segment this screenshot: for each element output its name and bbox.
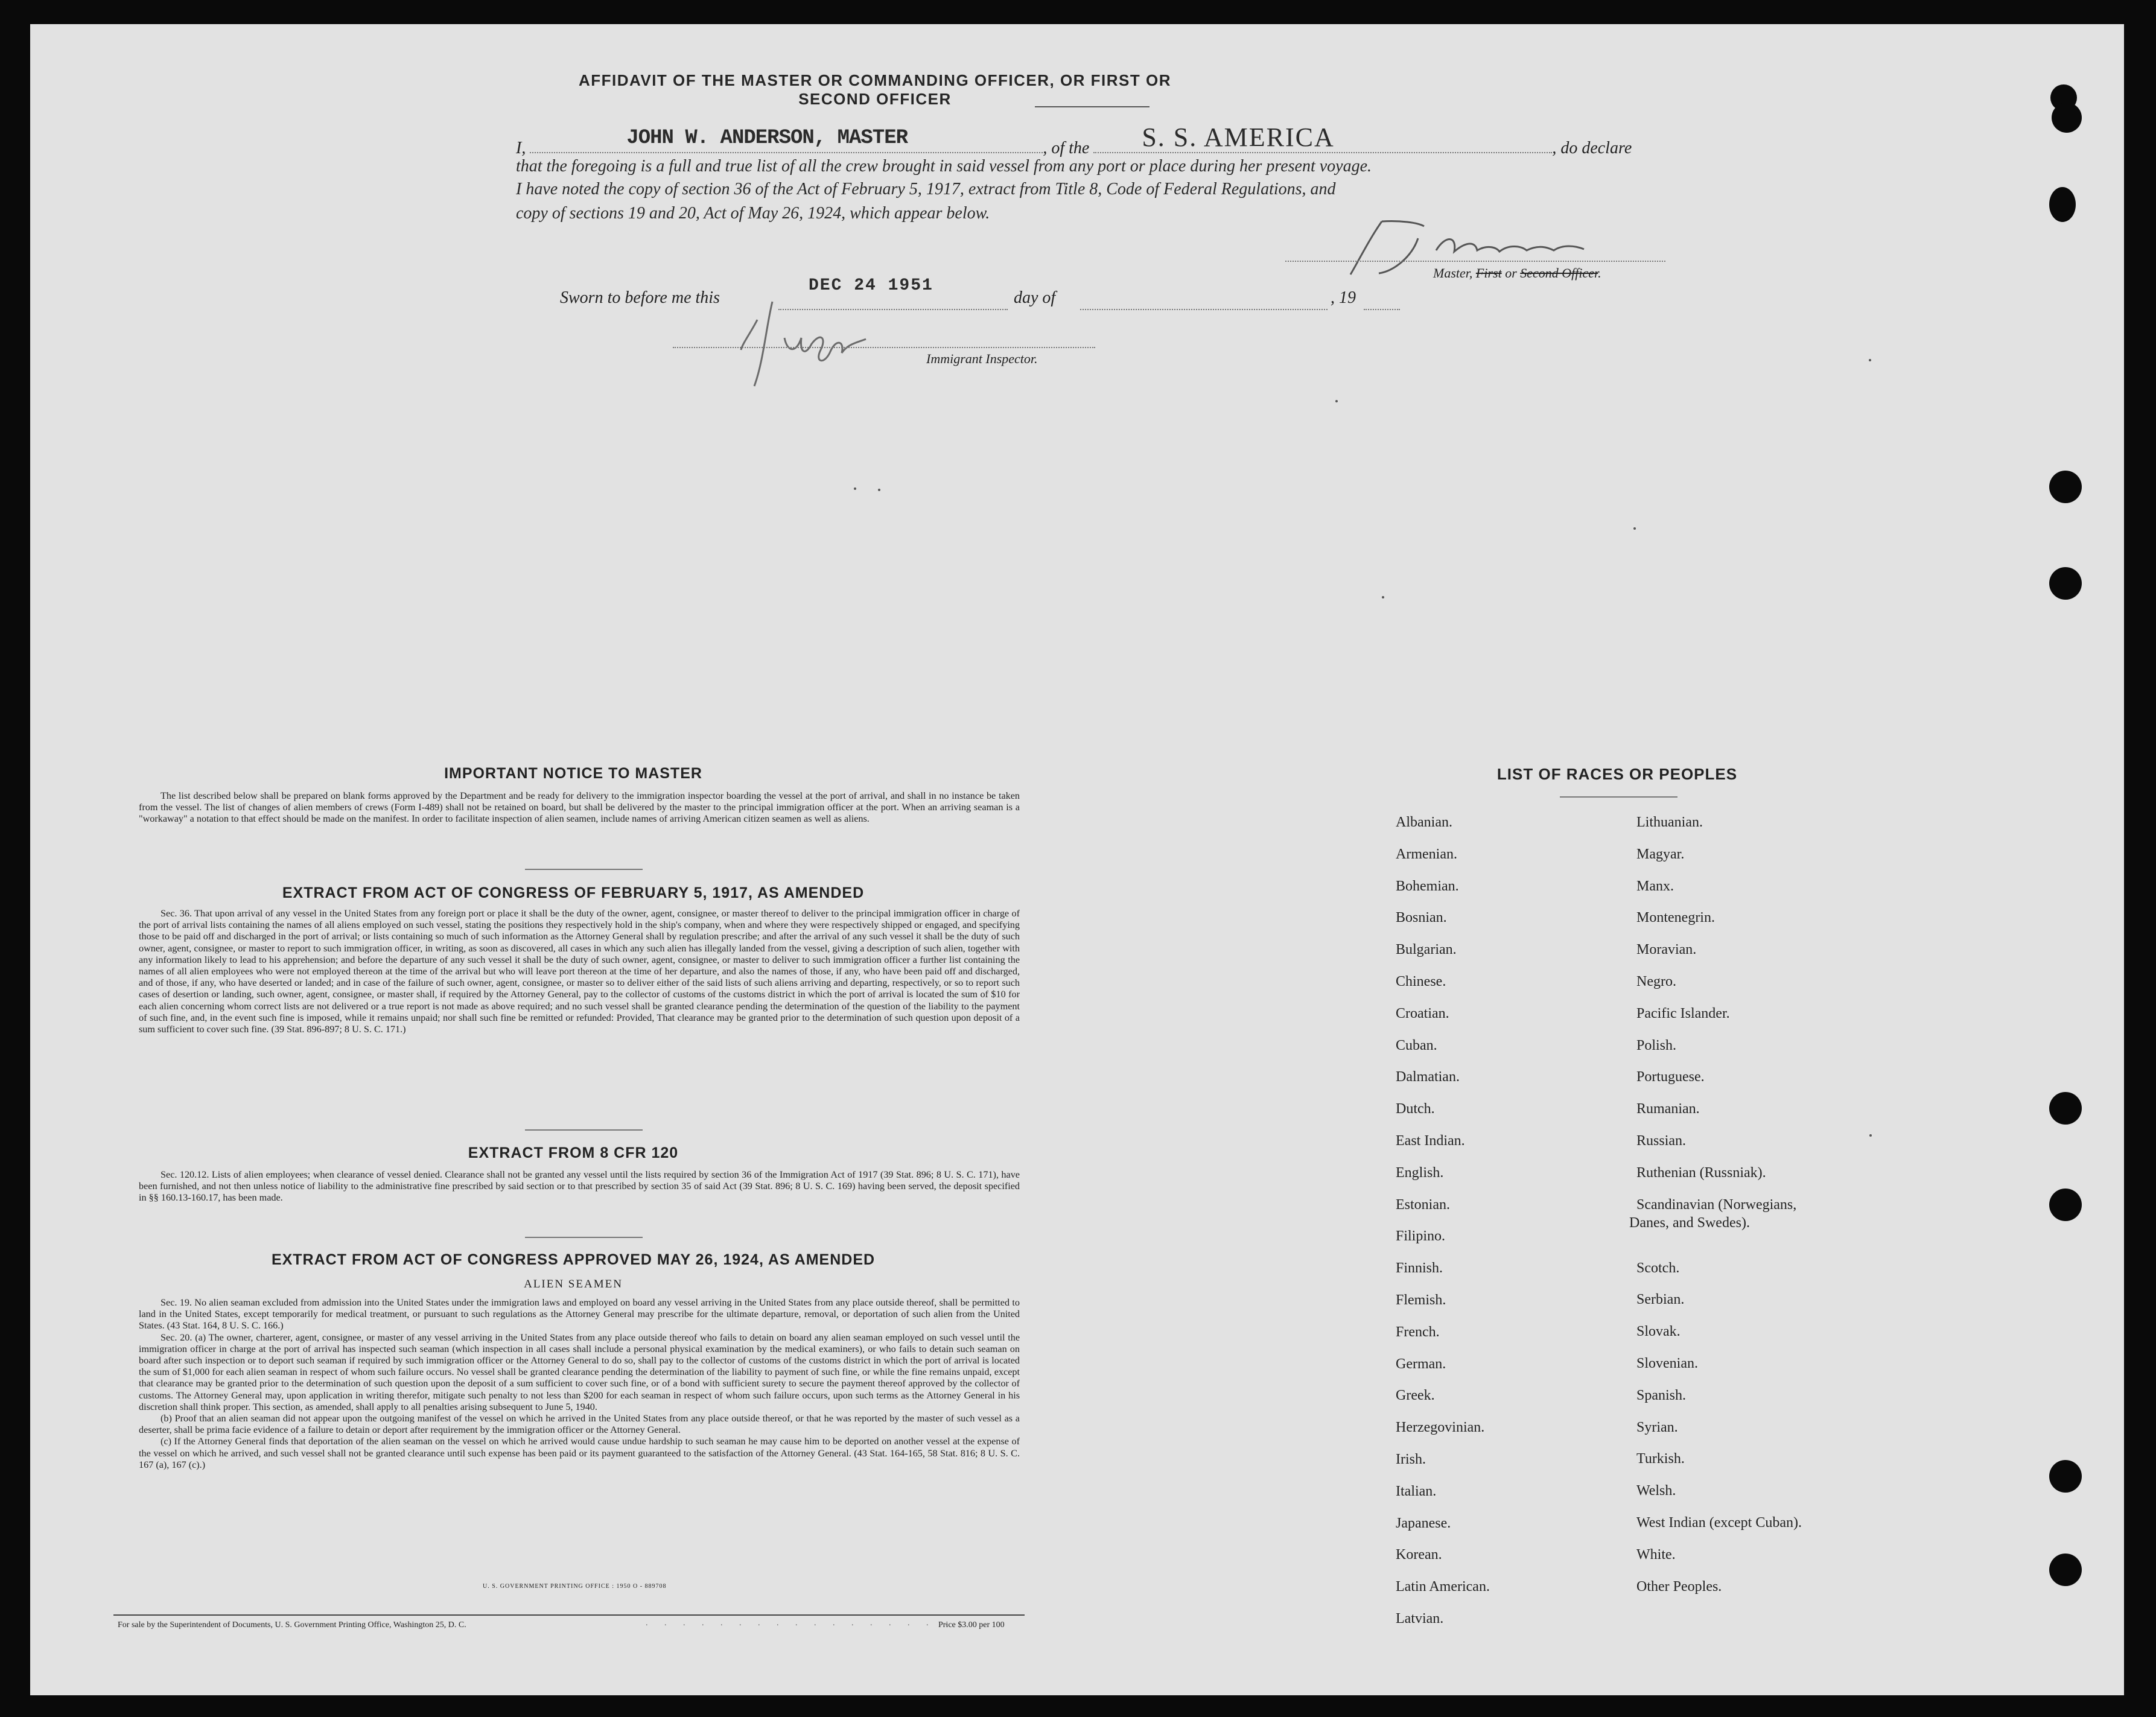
race-item: Cuban.	[1396, 1037, 1437, 1053]
race-item: Bohemian.	[1396, 878, 1459, 894]
race-item: Ruthenian (Russniak).	[1636, 1164, 1766, 1181]
race-item: Croatian.	[1396, 1005, 1449, 1021]
race-item: Other Peoples.	[1636, 1578, 1722, 1595]
inspector-signature	[730, 296, 911, 392]
sworn-label: Sworn to before me this	[560, 288, 720, 307]
year-prefix: , 19	[1331, 288, 1356, 307]
vessel-field	[1093, 122, 1552, 153]
alien-seamen-subheading: ALIEN SEAMEN	[524, 1278, 623, 1290]
speck	[1335, 400, 1338, 402]
extract-1917-body	[139, 908, 1020, 1035]
punch-hole	[2049, 187, 2076, 222]
leader-dots: . . . . . . . . . . . . . . . . .	[646, 1619, 955, 1628]
title-rule	[1035, 106, 1150, 107]
race-item: Scotch.	[1636, 1260, 1680, 1276]
punch-hole	[2049, 1092, 2082, 1125]
punch-hole	[2052, 103, 2082, 133]
date-stamp: DEC 24 1951	[809, 276, 933, 295]
race-item: Slovak.	[1636, 1324, 1681, 1340]
speck	[854, 487, 856, 490]
punch-hole	[2049, 567, 2082, 600]
race-item: Slovenian.	[1636, 1356, 1698, 1371]
race-item: Dalmatian.	[1396, 1069, 1460, 1085]
race-item: Syrian.	[1636, 1419, 1678, 1435]
sec120-text: Sec. 120.12. Lists of alien employees; when clearance of vessel denied. Clearance shall not be granted any vessel until the lists required by section 36 of the Immigration Act of 1917 (39 Stat. 896; 8 U. S. C. 171), have been furnished, and not then unless notice of liability to the administrative fine prescribed by said section or to that prescribed by section 35 of said Act (39 Stat. 896; 8 U. S. C. 169) having been served, the deposit specified in §§ 160.13-160.17, has been made.	[139, 1169, 1020, 1204]
declaration-prefix: I,	[516, 139, 526, 157]
speck	[1869, 359, 1871, 361]
master-signature-text	[1436, 223, 1578, 252]
race-item: Bulgarian.	[1396, 942, 1457, 958]
notice-text: The list described below shall be prepared on blank forms approved by the Department and be ready for delivery to the immigration inspector boarding the vessel at the port of arrival, and shall in no instance be taken from the vessel. The list of changes of alien members of crews (Form I-489) shall not be retained on board, but shall be delivered by the master to the principal immigration officer at the port. When an arriving seaman is a "workaway" a notation to that effect should be made on the manifest. In order to facilitate inspection of alien seamen, include names of arriving American citizen seamen as well as aliens.	[139, 790, 1020, 825]
sec20c-text: (c) If the Attorney General finds that deportation of the alien seaman on the vessel on which he arrived would cause undue hardship to such seaman he may cause him to be deported on another vessel at the expense of the vessel on which he arrived, and such vessel shall not be granted clearance until such expense has been paid or its payment guaranteed to the satisfaction of the Attorney General. (43 Stat. 164-165, 58 Stat. 816; 8 U. S. C. 167 (a), 167 (c).)	[139, 1436, 1020, 1470]
caption-or: or	[1501, 265, 1521, 281]
race-item: Italian.	[1396, 1483, 1437, 1499]
signature-caption	[1433, 265, 1601, 281]
footer-rule	[113, 1614, 1025, 1616]
sec36-text: Sec. 36. That upon arrival of any vessel in the United States from any foreign port or place it shall be the duty of the owner, agent, consignee, or master thereof to deliver to the principal immigration officer in charge of the port of arrival lists containing the names of all aliens employed on such vessel, stating the positions they respectively hold in the ship's company, when and where they were respectively shipped or engaged, and specifying those to be paid off and discharged in the port of arrival; or lists containing so much of such information as the Attorney General shall by regulation prescribe; and after the arrival of any such vessel it shall be the duty of such owner, agent, consignee, or master to report to such immigration officer, in writing, as soon as discovered, all cases in which any such alien has illegally landed from the vessel, giving a description of such alien, together with any information likely to lead to his apprehension; and before the departure of any such vessel it shall be the duty of such owner, agent, consignee, or master to deliver to such immigration officer a further list containing the names of all alien employees who were not employed thereon at the time of the arrival but who will leave port thereon at the time of her departure, and also the names of those, if any, who have been paid off and discharged, and of those, if any, who have deserted or landed; and in case of the failure of such owner, agent, consignee, or master so to deliver either of the said lists of such aliens arriving and departing, respectively, or so to report such cases of desertion or landing, such owner, agent, consignee, or master shall, if required by the Attorney General, pay to the collector of customs of the customs district in which the port of arrival is located the sum of $10 for each alien concerning whom correct lists are not delivered or a true report is not made as above required; and no such vessel shall be granted clearance pending the determination of the question of the liability to the payment of such fine, and, in the event such fine is imposed, while it remains unpaid; nor shall such fine be remitted or refunded: Provided, That clearance may be granted prior to the determination of such question upon deposit of a sum sufficient to cover such fine. (39 Stat. 896-897; 8 U. S. C. 171.)	[139, 908, 1020, 1035]
race-item: Herzegovinian.	[1396, 1420, 1485, 1436]
notice-heading: IMPORTANT NOTICE TO MASTER	[444, 765, 702, 782]
sworn-year-field	[1364, 288, 1400, 310]
race-item: Chinese.	[1396, 974, 1446, 989]
race-item: West Indian (except Cuban).	[1636, 1515, 1802, 1531]
inspector-line	[673, 347, 1095, 348]
sec20a-text: Sec. 20. (a) The owner, charterer, agent, consignee, or master of any vessel arriving in the United States from any place outside thereof who fails to detain on board any alien seaman employed on such vessel until the immigration officer in charge at the port of arrival has inspected such seaman (which inspection in all cases shall include a personal physical examination by the medical examiners), or who fails to detain such seaman on board after such inspection or to deport such seaman if required by such immigration officer or the Attorney General to do so, shall pay to the collector of customs of the customs district in which the port of arrival is located the sum of $1,000 for each alien seaman in respect of whom such failure occurs. No vessel shall be granted clearance pending the determination of the liability to payment of such fine, or while the fine remains unpaid, except that clearance may be granted prior to the determination of such question upon the deposit of a sum sufficient to cover such fine, or of a bond with sufficient surety to secure the payment thereof approved by the collector of customs. The Attorney General may, upon application in writing therefor, mitigate such penalty to not less than $200 for each seaman in respect of whom such failure occurs, upon such terms as the Attorney General in his discretion shall think proper. This section, as amended, shall apply to all penalties arising subsequent to June 5, 1940.	[139, 1331, 1020, 1412]
caption-first-struck: First	[1475, 265, 1502, 281]
race-item: Scandinavian (Norwegians,	[1636, 1196, 1797, 1213]
punch-hole	[2049, 1460, 2082, 1493]
affidavit-title: AFFIDAVIT OF THE MASTER OR COMMANDING OFFICER, OR FIRST OR SECOND OFFICER	[578, 71, 1172, 108]
race-item: Irish.	[1396, 1452, 1426, 1467]
inspector-signature-text	[754, 314, 796, 328]
declaration-line-2: that the foregoing is a full and true list of all the crew brought in said vessel from any port or place during her present voyage.	[516, 157, 1372, 176]
declaration-line-3: I have noted the copy of section 36 of the Act of February 5, 1917, extract from Title 8, Code of Federal Regulations, and	[516, 180, 1336, 198]
race-item: Korean.	[1396, 1547, 1442, 1563]
race-item: Filipino.	[1396, 1228, 1446, 1245]
punch-hole	[2049, 1189, 2082, 1221]
race-item: Latvian.	[1396, 1611, 1444, 1627]
sale-notice: For sale by the Superintendent of Documents, U. S. Government Printing Office, Washington 25, D. C.	[118, 1620, 466, 1630]
race-item: German.	[1396, 1356, 1446, 1372]
divider	[525, 1129, 643, 1131]
race-item: Estonian.	[1396, 1196, 1450, 1213]
notice-body	[139, 790, 1020, 825]
master-name-field	[530, 127, 1043, 153]
race-item: Lithuanian.	[1636, 814, 1703, 830]
signature-line	[1285, 261, 1665, 262]
caption-second-struck: Second Officer	[1520, 265, 1598, 281]
extract-1924-body	[139, 1297, 1020, 1471]
declaration-line-1	[516, 122, 1723, 158]
declaration-line-4: copy of sections 19 and 20, Act of May 26, 1924, which appear below.	[516, 204, 990, 223]
price-notice: Price $3.00 per 100	[938, 1620, 1005, 1630]
vessel-value: S. S. AMERICA	[1142, 122, 1335, 152]
race-item: Polish.	[1636, 1037, 1677, 1053]
race-item: Latin American.	[1396, 1579, 1490, 1595]
sworn-month-field	[1080, 288, 1328, 310]
race-item: Pacific Islander.	[1636, 1005, 1730, 1021]
sec20b-text: (b) Proof that an alien seaman did not appear upon the outgoing manifest of the vessel on which he arrived in the United States from any place outside thereof, or that he was reported by the master of such vessel as a deserter, shall be prima facie evidence of a failure to detain or deport after requirement by the immigration officer or the Attorney General.	[139, 1413, 1020, 1436]
race-item: Montenegrin.	[1636, 910, 1715, 926]
race-item: English.	[1396, 1164, 1444, 1181]
speck	[1633, 527, 1636, 530]
race-item: Flemish.	[1396, 1292, 1446, 1308]
race-item: Russian.	[1636, 1133, 1687, 1149]
extract-cfr-body	[139, 1169, 1020, 1204]
race-item: Negro.	[1636, 974, 1676, 989]
gpo-imprint: U. S. GOVERNMENT PRINTING OFFICE : 1950 O - 889708	[483, 1583, 667, 1590]
inspector-caption: Immigrant Inspector.	[926, 351, 1038, 366]
race-item: Armenian.	[1396, 846, 1457, 862]
speck	[878, 489, 880, 491]
race-item: Moravian.	[1636, 942, 1697, 958]
divider	[525, 869, 643, 870]
divider	[525, 1237, 643, 1238]
race-item: White.	[1636, 1546, 1676, 1563]
sec19-text: Sec. 19. No alien seaman excluded from admission into the United States under the immigration laws and employed on board any vessel arriving in the United States from any place outside thereof, shall be permitted to land in the United States, except temporarily for medical treatment, or pursuant to such regulations as the Attorney General may prescribe for the ultimate departure, removal, or deportation of such alien from the United States. (43 Stat. 164, 8 U. S. C. 166.)	[139, 1297, 1020, 1331]
extract-1924-heading: EXTRACT FROM ACT OF CONGRESS APPROVED MAY 26, 1924, AS AMENDED	[271, 1251, 876, 1268]
race-item: Bosnian.	[1396, 910, 1447, 926]
races-heading: LIST OF RACES OR PEOPLES	[1496, 765, 1738, 783]
race-item: Turkish.	[1636, 1451, 1685, 1467]
race-item: Dutch.	[1396, 1101, 1435, 1117]
race-item: Japanese.	[1396, 1515, 1451, 1531]
race-item: Serbian.	[1636, 1292, 1685, 1308]
race-item: Portuguese.	[1636, 1069, 1705, 1085]
speck	[1382, 596, 1384, 598]
race-item: Welsh.	[1636, 1483, 1676, 1499]
race-item: Rumanian.	[1636, 1101, 1700, 1117]
race-item: French.	[1396, 1324, 1440, 1340]
of-the-label: , of the	[1043, 139, 1090, 157]
speck	[1869, 1134, 1872, 1137]
race-item: Albanian.	[1396, 814, 1452, 830]
caption-master: Master,	[1433, 265, 1476, 281]
race-item: Danes, and Swedes).	[1629, 1214, 1750, 1231]
race-item: Finnish.	[1396, 1260, 1443, 1277]
do-declare-label: , do declare	[1552, 139, 1632, 157]
races-rule	[1560, 796, 1677, 798]
caption-period: .	[1598, 265, 1601, 281]
race-item: Magyar.	[1636, 846, 1685, 862]
race-item: East Indian.	[1396, 1133, 1465, 1149]
race-item: Greek.	[1396, 1388, 1435, 1404]
punch-hole	[2049, 471, 2082, 503]
punch-hole	[2049, 1554, 2082, 1586]
master-name-value: JOHN W. ANDERSON, MASTER	[626, 127, 908, 150]
race-item: Manx.	[1636, 878, 1674, 894]
day-of-label: day of	[1014, 288, 1056, 307]
extract-cfr-heading: EXTRACT FROM 8 CFR 120	[468, 1144, 679, 1161]
extract-1917-heading: EXTRACT FROM ACT OF CONGRESS OF FEBRUARY 5, 1917, AS AMENDED	[282, 884, 865, 901]
race-item: Spanish.	[1636, 1387, 1687, 1403]
